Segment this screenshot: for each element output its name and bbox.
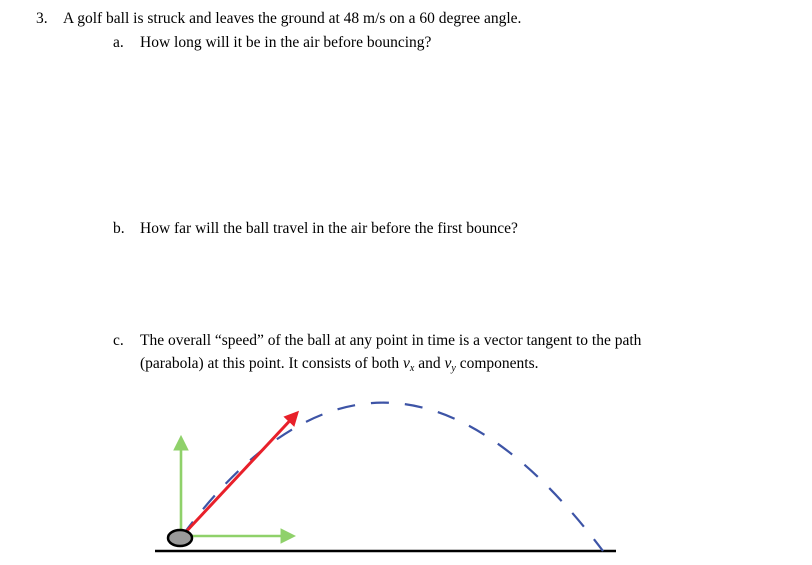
trajectory-path [182,403,603,551]
vy-variable: v [444,355,452,372]
golf-ball [168,530,192,546]
and-word: and [418,355,441,372]
part-c-text-line1: The overall “speed” of the ball at any point in time is a vector tangent to the path [140,332,642,349]
part-c-text-line2-start: (parabola) at this point. It consists of both [140,355,400,372]
question-text: A golf ball is struck and leaves the ground at 48 m/s on a 60 degree angle. [63,10,522,27]
part-b-label: b. [113,220,125,237]
part-c-text-line2-end: components. [459,355,539,372]
part-c-label: c. [113,332,124,349]
part-a-label: a. [113,34,124,51]
part-b-text: How far will the ball travel in the air before the first bounce? [140,220,518,237]
vx-variable: v [403,355,410,372]
velocity-vector-arrow [183,413,297,535]
vx-subscript: x [409,363,415,374]
part-a-text: How long will it be in the air before bouncing? [140,34,432,51]
vy-subscript: y [451,363,456,374]
question-number: 3. [36,10,48,27]
